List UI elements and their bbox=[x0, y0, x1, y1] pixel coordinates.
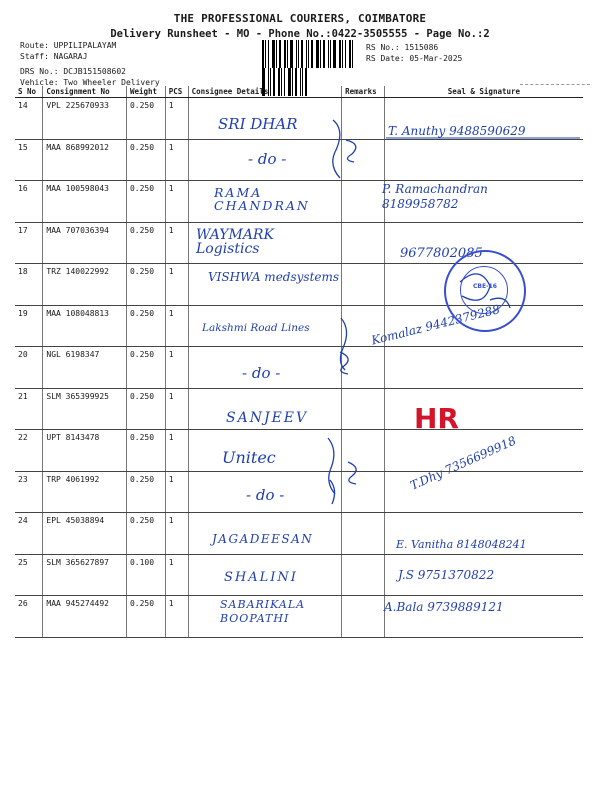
hw-consignee-20: - do - bbox=[242, 364, 281, 382]
row-pcs: 1 bbox=[165, 388, 188, 430]
col-consignee: Consignee Details bbox=[188, 86, 341, 98]
stamp-text: CBE-16 bbox=[473, 283, 497, 290]
row-sno: 17 bbox=[15, 222, 43, 264]
hw-signature-25: J.S 9751370822 bbox=[398, 568, 495, 582]
barcode-bar bbox=[306, 40, 307, 68]
col-consignment: Consignment No bbox=[43, 86, 127, 98]
row-consignment-no: MAA 707036394 bbox=[43, 222, 127, 264]
rs-date: RS Date: 05-Mar-2025 bbox=[366, 54, 463, 63]
hw-signature-17: 9677802085 bbox=[400, 246, 483, 261]
barcode-bar bbox=[328, 40, 329, 68]
table-row bbox=[15, 139, 583, 181]
stamp-inner-ring bbox=[460, 266, 508, 314]
hw-signature-26: A.Bala 9739889121 bbox=[384, 600, 504, 614]
barcode-bar bbox=[272, 40, 275, 68]
row-weight: 0.250 bbox=[126, 305, 165, 347]
hw-signature-24: E. Vanitha 8148048241 bbox=[396, 538, 527, 551]
meta-left bbox=[20, 40, 160, 88]
row-sno: 22 bbox=[15, 430, 43, 472]
row-weight: 0.250 bbox=[126, 596, 165, 638]
barcode-bar bbox=[301, 40, 303, 68]
hw-signature-23: T.Dhy 7356699918 bbox=[408, 433, 519, 493]
row-pcs: 1 bbox=[165, 513, 188, 555]
barcode-bar bbox=[352, 40, 353, 68]
hw-consignee-23: - do - bbox=[246, 486, 285, 504]
row-consignment-no: MAA 100598043 bbox=[43, 181, 127, 223]
barcode-bar bbox=[296, 40, 297, 68]
company-seal-stamp bbox=[444, 250, 526, 332]
row-consignment-no: MAA 868992012 bbox=[43, 139, 127, 181]
row-pcs: 1 bbox=[165, 264, 188, 306]
barcode-bar bbox=[308, 40, 309, 68]
hw-consignee-24: JAGADEESAN bbox=[212, 532, 314, 546]
row-remarks bbox=[342, 513, 385, 555]
row-remarks bbox=[342, 347, 385, 389]
barcode-bar bbox=[265, 40, 266, 68]
col-sno: S No bbox=[15, 86, 43, 98]
row-remarks bbox=[342, 554, 385, 596]
row-consignment-no: SLM 365627897 bbox=[43, 554, 127, 596]
vehicle-field: Vehicle: Two Wheeler Delivery bbox=[20, 78, 160, 87]
hw-signature-20: Komalaz 9442379288 bbox=[370, 302, 502, 348]
barcode-bar bbox=[311, 40, 313, 68]
hw-signature-16: P. Ramachandran 8189958782 bbox=[382, 182, 488, 211]
row-remarks bbox=[342, 98, 385, 140]
col-seal-signature: Seal & Signature bbox=[384, 86, 583, 98]
row-sno: 21 bbox=[15, 388, 43, 430]
row-pcs: 1 bbox=[165, 554, 188, 596]
row-consignment-no: TRZ 140022992 bbox=[43, 264, 127, 306]
row-consignment-no: NGL 6198347 bbox=[43, 347, 127, 389]
hw-consignee-21: SANJEEV bbox=[226, 410, 309, 426]
hw-consignee-25: SHALINI bbox=[224, 570, 298, 585]
barcode-bar bbox=[349, 40, 351, 68]
col-remarks: Remarks bbox=[342, 86, 385, 98]
barcode-bar bbox=[320, 40, 321, 68]
row-pcs: 1 bbox=[165, 222, 188, 264]
row-sno: 18 bbox=[15, 264, 43, 306]
row-consignment-no: MAA 108048813 bbox=[43, 305, 127, 347]
hw-consignee-15: - do - bbox=[248, 150, 287, 168]
barcode-bar bbox=[298, 40, 299, 68]
row-sno: 20 bbox=[15, 347, 43, 389]
row-sno: 25 bbox=[15, 554, 43, 596]
staff-field: Staff: NAGARAJ bbox=[20, 52, 88, 61]
row-remarks bbox=[342, 222, 385, 264]
barcode-bar bbox=[316, 40, 319, 68]
row-sno: 16 bbox=[15, 181, 43, 223]
row-pcs: 1 bbox=[165, 305, 188, 347]
hr-red-mark: HR bbox=[414, 402, 459, 435]
row-weight: 0.250 bbox=[126, 139, 165, 181]
table-row bbox=[15, 554, 583, 596]
row-consignment-no: MAA 945274492 bbox=[43, 596, 127, 638]
row-consignment-no: UPT 8143478 bbox=[43, 430, 127, 472]
row-weight: 0.250 bbox=[126, 264, 165, 306]
row-consignment-no: EPL 45038894 bbox=[43, 513, 127, 555]
row-weight: 0.250 bbox=[126, 347, 165, 389]
barcode-bar bbox=[262, 40, 264, 68]
row-remarks bbox=[342, 430, 385, 472]
row-pcs: 1 bbox=[165, 430, 188, 472]
row-consignment-no: SLM 365399925 bbox=[43, 388, 127, 430]
barcode-bar bbox=[339, 40, 341, 68]
row-consignment-no: TRP 4061992 bbox=[43, 471, 127, 513]
row-remarks bbox=[342, 388, 385, 430]
row-pcs: 1 bbox=[165, 347, 188, 389]
row-remarks bbox=[342, 139, 385, 181]
row-weight: 0.250 bbox=[126, 388, 165, 430]
row-weight: 0.250 bbox=[126, 181, 165, 223]
meta-right bbox=[366, 42, 462, 64]
document-title: THE PROFESSIONAL COURIERS, COIMBATORE bbox=[173, 12, 427, 25]
row-remarks bbox=[342, 471, 385, 513]
hw-consignee-16: RAMA CHANDRAN bbox=[214, 185, 310, 213]
row-sno: 19 bbox=[15, 305, 43, 347]
row-weight: 0.250 bbox=[126, 98, 165, 140]
col-pcs: PCS bbox=[165, 86, 188, 98]
row-remarks bbox=[342, 264, 385, 306]
barcode-bar bbox=[268, 40, 269, 68]
row-remarks bbox=[342, 596, 385, 638]
row-pcs: 1 bbox=[165, 596, 188, 638]
table-row bbox=[15, 347, 583, 389]
barcode-bar bbox=[276, 40, 277, 68]
row-seal-signature bbox=[384, 139, 583, 181]
barcode-bar bbox=[290, 40, 293, 68]
row-weight: 0.250 bbox=[126, 513, 165, 555]
barcode-bar bbox=[330, 40, 331, 68]
row-weight: 0.250 bbox=[126, 430, 165, 472]
drs-number: DRS No.: DCJB151508602 bbox=[20, 67, 126, 76]
row-weight: 0.100 bbox=[126, 554, 165, 596]
hw-consignee-14: SRI DHAR bbox=[218, 115, 298, 133]
runsheet-table bbox=[15, 86, 583, 638]
row-pcs: 1 bbox=[165, 471, 188, 513]
row-pcs: 1 bbox=[165, 98, 188, 140]
row-sno: 14 bbox=[15, 98, 43, 140]
row-sno: 15 bbox=[15, 139, 43, 181]
barcode-bar bbox=[342, 40, 343, 68]
row-sno: 24 bbox=[15, 513, 43, 555]
row-pcs: 1 bbox=[165, 181, 188, 223]
hw-consignee-26: SABARIKALA BOOPATHI bbox=[220, 598, 306, 625]
barcode-bar bbox=[279, 40, 281, 68]
hw-consignee-22: Unitec bbox=[222, 448, 276, 467]
barcode-bar bbox=[284, 40, 286, 68]
barcode-image bbox=[262, 40, 358, 68]
row-sno: 23 bbox=[15, 471, 43, 513]
hw-consignee-18: VISHWA medsystems bbox=[208, 270, 340, 284]
table-row bbox=[15, 471, 583, 513]
row-pcs: 1 bbox=[165, 139, 188, 181]
row-sno: 26 bbox=[15, 596, 43, 638]
hw-signature-14: T. Anuthy 9488590629 bbox=[388, 124, 526, 138]
barcode-bar bbox=[323, 40, 325, 68]
hw-consignee-19: Lakshmi Road Lines bbox=[202, 322, 310, 334]
row-weight: 0.250 bbox=[126, 222, 165, 264]
row-consignment-no: VPL 225670933 bbox=[43, 98, 127, 140]
row-seal-signature bbox=[384, 347, 583, 389]
hw-consignee-17: WAYMARK Logistics bbox=[196, 227, 274, 257]
barcode-bar bbox=[287, 40, 288, 68]
route-field: Route: UPPILIPALAYAM bbox=[20, 41, 117, 50]
barcode-bar bbox=[333, 40, 336, 68]
document-subtitle: Delivery Runsheet - MO - Phone No.:0422-3505555 - Page No.:2 bbox=[110, 28, 490, 40]
barcode-bar bbox=[345, 40, 346, 68]
rs-number: RS No.: 1515086 bbox=[366, 43, 439, 52]
row-weight: 0.250 bbox=[126, 471, 165, 513]
row-remarks bbox=[342, 181, 385, 223]
table-header-row bbox=[15, 86, 583, 98]
col-weight: Weight bbox=[126, 86, 165, 98]
